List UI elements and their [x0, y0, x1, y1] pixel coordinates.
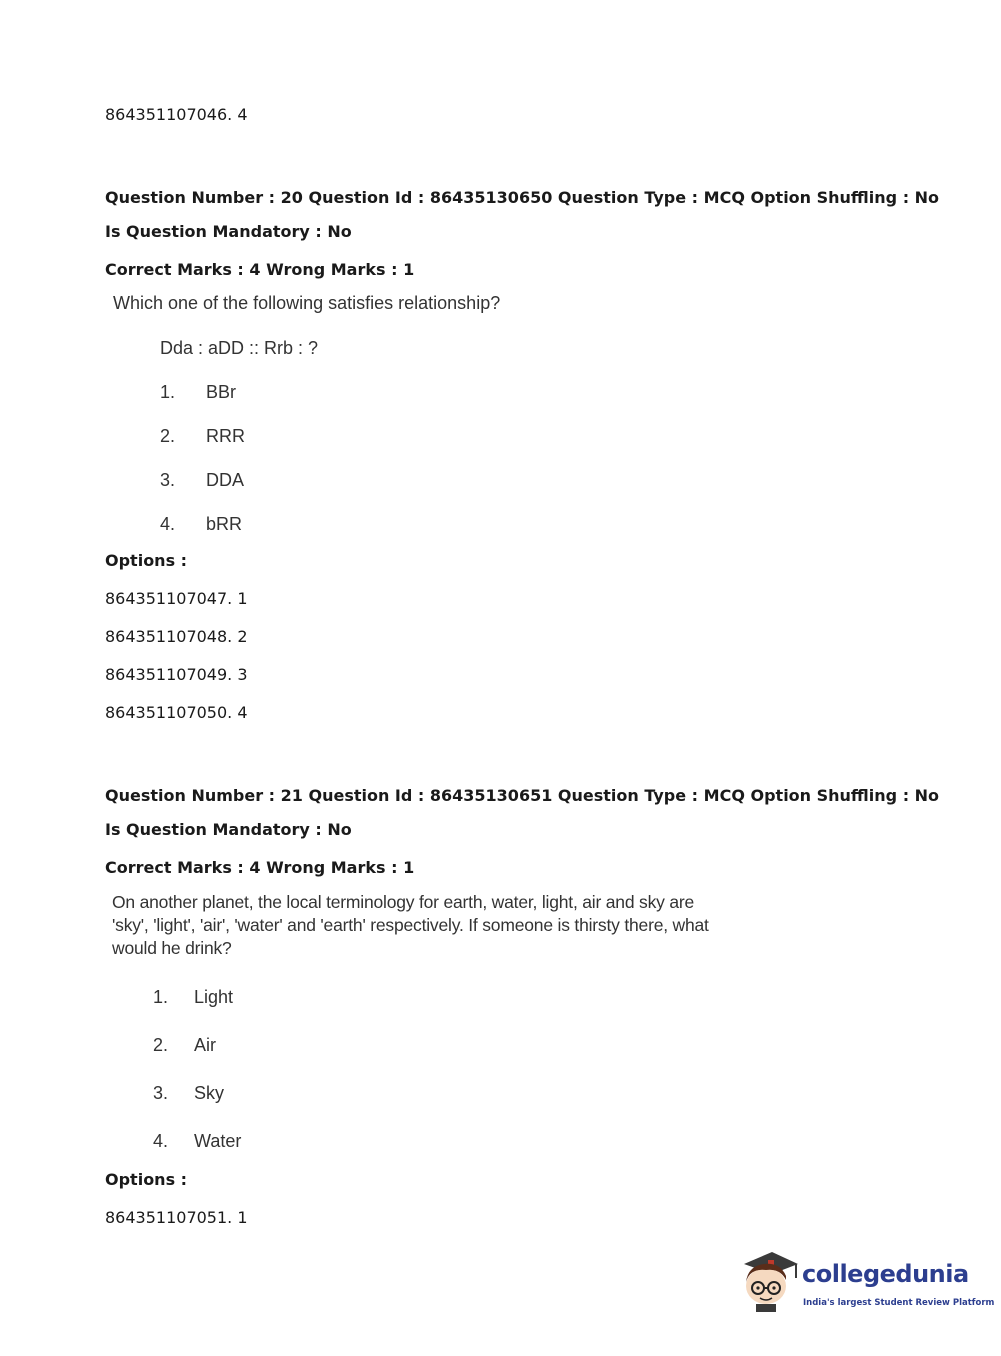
choice-text: DDA	[206, 470, 245, 490]
question-header: Question Number : 21 Question Id : 86435130651 Question Type : MCQ Option Shuffling : No	[105, 786, 940, 805]
choice-number: 4.	[153, 1131, 169, 1151]
option-id: 864351107051. 1	[105, 1208, 248, 1227]
choice-number: 2.	[153, 1035, 169, 1055]
choice-text: BBr	[206, 382, 237, 402]
option-id: 864351107048. 2	[105, 627, 248, 646]
choice-text: Sky	[194, 1083, 225, 1103]
choice-text: Air	[194, 1035, 216, 1055]
choice-text: bRR	[206, 514, 243, 534]
choice-number: 3.	[160, 470, 176, 490]
question-marks: Correct Marks : 4 Wrong Marks : 1	[105, 260, 415, 279]
question-text: Which one of the following satisfies relationship?	[113, 293, 501, 313]
option-id: 864351107050. 4	[105, 703, 248, 722]
option-id: 864351107047. 1	[105, 589, 248, 608]
collegedunia-logo	[740, 1248, 995, 1320]
option-id: 864351107049. 3	[105, 665, 248, 684]
logo-wordmark: collegedunia	[802, 1260, 969, 1288]
choice-number: 2.	[160, 426, 176, 446]
choice-number: 3.	[153, 1083, 169, 1103]
logo-tagline: India's largest Student Review Platform	[803, 1298, 995, 1308]
choice-number: 4.	[160, 514, 176, 534]
option-id: 864351107046. 4	[105, 105, 248, 124]
question-text: On another planet, the local terminology for earth, water, light, air and sky are 'sky', 'light', 'air', 'water' and 'earth' respectively. If someone is thirsty there, what would he drink?	[112, 892, 709, 958]
question-mandatory: Is Question Mandatory : No	[105, 222, 352, 241]
mascot-graduate-icon	[740, 1248, 800, 1318]
choice-text: RRR	[206, 426, 245, 446]
choice-text: Water	[194, 1131, 242, 1151]
choice-number: 1.	[153, 987, 169, 1007]
choice-text: Light	[194, 987, 234, 1007]
question-mandatory: Is Question Mandatory : No	[105, 820, 352, 839]
options-label: Options :	[105, 1170, 188, 1189]
choice-number: 1.	[160, 382, 176, 402]
question-header: Question Number : 20 Question Id : 86435130650 Question Type : MCQ Option Shuffling : No	[105, 188, 940, 207]
question-relation: Dda : aDD :: Rrb : ?	[160, 338, 319, 358]
question-marks: Correct Marks : 4 Wrong Marks : 1	[105, 858, 415, 877]
options-label: Options :	[105, 551, 188, 570]
